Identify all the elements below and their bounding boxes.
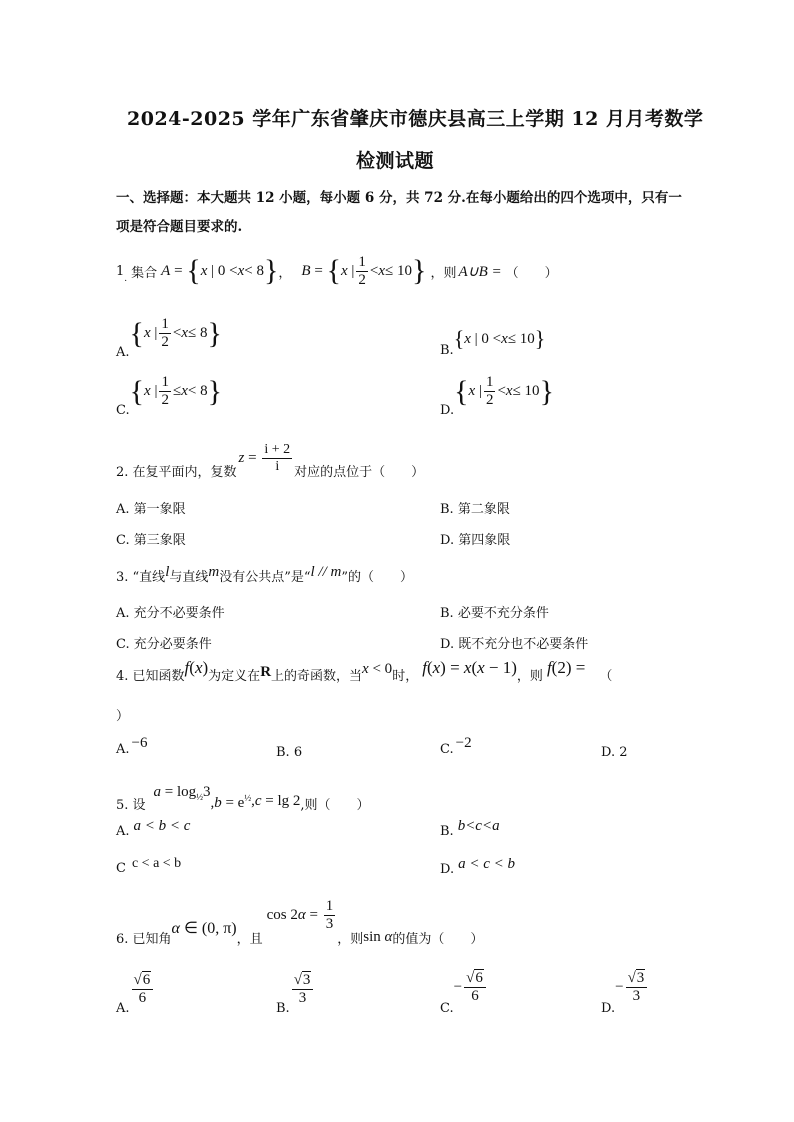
question-4-mid3: 时， [392, 669, 419, 684]
q5-option-c-value: c < a < b [131, 856, 182, 871]
fx-definition: f(x) = x(x − 1) [422, 658, 517, 677]
q5-b-formula: $,b = e^{\frac{1}{2}}$ [210, 793, 252, 811]
question-5-pre: 5. 设 [116, 798, 146, 813]
q1-option-d-label: D. [440, 403, 455, 418]
question-1-mid: ， [278, 265, 292, 281]
q5-option-c[interactable] [116, 856, 182, 876]
fx-symbol: f(x) [184, 658, 209, 677]
q3-option-b[interactable]: B. 必要不充分条件 [440, 606, 549, 621]
q6-option-c-label: C. [440, 1001, 454, 1016]
question-6-post: ，则 [337, 932, 364, 947]
q1-option-a[interactable] [116, 314, 222, 360]
q6-option-a-label: A. [116, 1001, 130, 1016]
q1-option-c[interactable] [116, 372, 222, 418]
q4-option-c[interactable] [440, 735, 472, 757]
q1-option-d[interactable] [440, 372, 554, 418]
line-l-symbol: l [165, 564, 170, 580]
q5-option-c-label: C [116, 861, 126, 876]
q1-option-b[interactable] [440, 322, 545, 358]
question-4-mid1: 为定义在 [208, 669, 261, 684]
question-4-mid2: 上的奇函数，当 [271, 669, 363, 684]
page-title-line2: 检测试题 [356, 150, 435, 172]
q4-option-d[interactable]: D. 2 [601, 745, 628, 760]
q5-option-d-value: a < c < b [458, 856, 515, 872]
q4-option-b[interactable]: B. 6 [276, 745, 303, 760]
question-4 [116, 658, 613, 684]
q6-option-b[interactable] [276, 966, 315, 1016]
section-header-line1: 一、选择题：本大题共 12 小题，每小题 6 分，共 72 分.在每小题给出的四个选项中，只有一 [116, 190, 682, 206]
q5-option-d[interactable] [440, 856, 515, 877]
question-5 [116, 776, 370, 816]
q1-option-c-label: C. [116, 403, 130, 418]
q2-option-a[interactable]: A. 第一象限 [116, 502, 186, 517]
question-6 [116, 898, 484, 950]
q2-denominator: i [275, 459, 280, 474]
question-1-number: 1 [116, 263, 125, 279]
x-lt-zero: x < 0 [362, 661, 393, 677]
q3-option-c[interactable]: C. 充分必要条件 [116, 637, 212, 652]
q6-option-b-formula: $\frac{√3}{3}$ [292, 973, 314, 1006]
q6-option-d-formula: − $\frac{√3}{3}$ [615, 971, 649, 1004]
question-2-post: 对应的点位于（ ） [294, 465, 425, 480]
q4-option-a[interactable] [116, 735, 148, 757]
q5-option-a[interactable] [116, 818, 191, 839]
question-1-pre: 集合 [131, 265, 158, 281]
question-4-tail-close: ） [116, 709, 130, 724]
set-b-formula: B = { x | $\frac{1}{2}$ < x ≤ 10 } [301, 253, 427, 288]
q6-option-a[interactable] [116, 966, 155, 1016]
question-4-tail: （ [599, 669, 613, 684]
question-3 [116, 566, 413, 585]
q2-numerator: i + 2 [264, 442, 291, 457]
q3-option-a[interactable]: A. 充分不必要条件 [116, 606, 225, 621]
question-2 [116, 436, 424, 486]
q2-option-d[interactable]: D. 第四象限 [440, 533, 511, 548]
q6-option-c[interactable] [440, 966, 488, 1016]
union-formula: A∪B = [458, 263, 502, 280]
q5-a-formula: $a = \log_{\frac{1}{2}}3$ [153, 784, 211, 802]
q2-option-b[interactable]: B. 第二象限 [440, 502, 510, 517]
set-a-formula: A = { x | 0 < x < 8 } [161, 254, 279, 287]
question-3-part-b: 与直线 [169, 570, 209, 585]
q6-option-d[interactable] [601, 966, 649, 1016]
q4-option-a-value: −6 [131, 735, 148, 751]
q5-option-d-label: D. [440, 862, 455, 877]
q1-option-b-label: B. [440, 343, 454, 358]
q1-option-d-formula: { x | $\frac{1}{2}$ < x ≤ 10 } [454, 374, 554, 408]
q1-option-c-formula: { x | $\frac{1}{2}$ ≤ x < 8 } [129, 374, 222, 408]
q6-option-a-formula: $\frac{√6}{6}$ [132, 973, 154, 1006]
question-3-part-c: 没有公共点”是“ [219, 570, 311, 585]
q6-option-d-label: D. [601, 1001, 616, 1016]
q1-option-a-formula: { x | $\frac{1}{2}$ < x ≤ 8 } [129, 316, 222, 350]
question-2-pre: 2. 在复平面内，复数 [116, 465, 237, 480]
q6-option-c-formula: − $\frac{√6}{6}$ [454, 971, 488, 1004]
q6-option-b-label: B. [276, 1001, 290, 1016]
q5-option-a-label: A. [116, 824, 130, 839]
alpha-range-formula: α ∈ (0, π) [171, 920, 237, 937]
question-4-mid4: ，则 [516, 669, 543, 684]
q5-option-b-value: b<c<a [457, 818, 500, 834]
q5-option-a-value: a < b < c [133, 818, 191, 834]
question-6-pre: 6. 已知角 [116, 932, 172, 947]
question-4-pre: 4. 已知函数 [116, 669, 185, 684]
q1-option-a-label: A. [116, 345, 130, 360]
question-3-part-d: ”的（ ） [341, 570, 414, 585]
page-title-line1: 2024-2025 学年广东省肇庆市德庆县高三上学期 12 月月考数学 [127, 108, 704, 130]
question-6-post2: 的值为（ ） [392, 932, 484, 947]
q4-option-c-value: −2 [455, 735, 472, 751]
question-1-paren: （ ） [505, 265, 558, 281]
question-6-mid: ，且 [236, 932, 263, 947]
q4-option-c-label: C. [440, 742, 454, 757]
q2-formula: z = $\frac{i + 2}{i}$ [238, 442, 291, 474]
question-3-part-a: 3. “直线 [116, 570, 166, 585]
sin-alpha-symbol: sin α [363, 929, 393, 945]
q5-option-b[interactable] [440, 818, 500, 839]
cos-formula: cos 2α = $\frac{1}{3}$ [266, 898, 334, 932]
question-1 [116, 246, 558, 296]
question-1-dot: . [124, 274, 128, 284]
real-set-symbol: R [260, 664, 272, 680]
q2-option-c[interactable]: C. 第三象限 [116, 533, 186, 548]
f2-symbol: f(2) = [546, 658, 586, 677]
parallel-formula: l // m [310, 564, 342, 580]
q5-option-b-label: B. [440, 824, 454, 839]
section-header-line2: 项是符合题目要求的. [116, 219, 243, 235]
q1-option-b-formula: { x | 0 < x ≤ 10 } [453, 326, 546, 351]
line-m-symbol: m [208, 564, 220, 580]
q4-option-a-label: A. [116, 742, 130, 757]
question-5-post: ,则（ ） [300, 798, 370, 813]
question-1-post: ，则 [430, 265, 457, 281]
q5-c-formula: ,c = lg 2 [251, 793, 301, 809]
q3-option-d[interactable]: D. 既不充分也不必要条件 [440, 637, 589, 652]
